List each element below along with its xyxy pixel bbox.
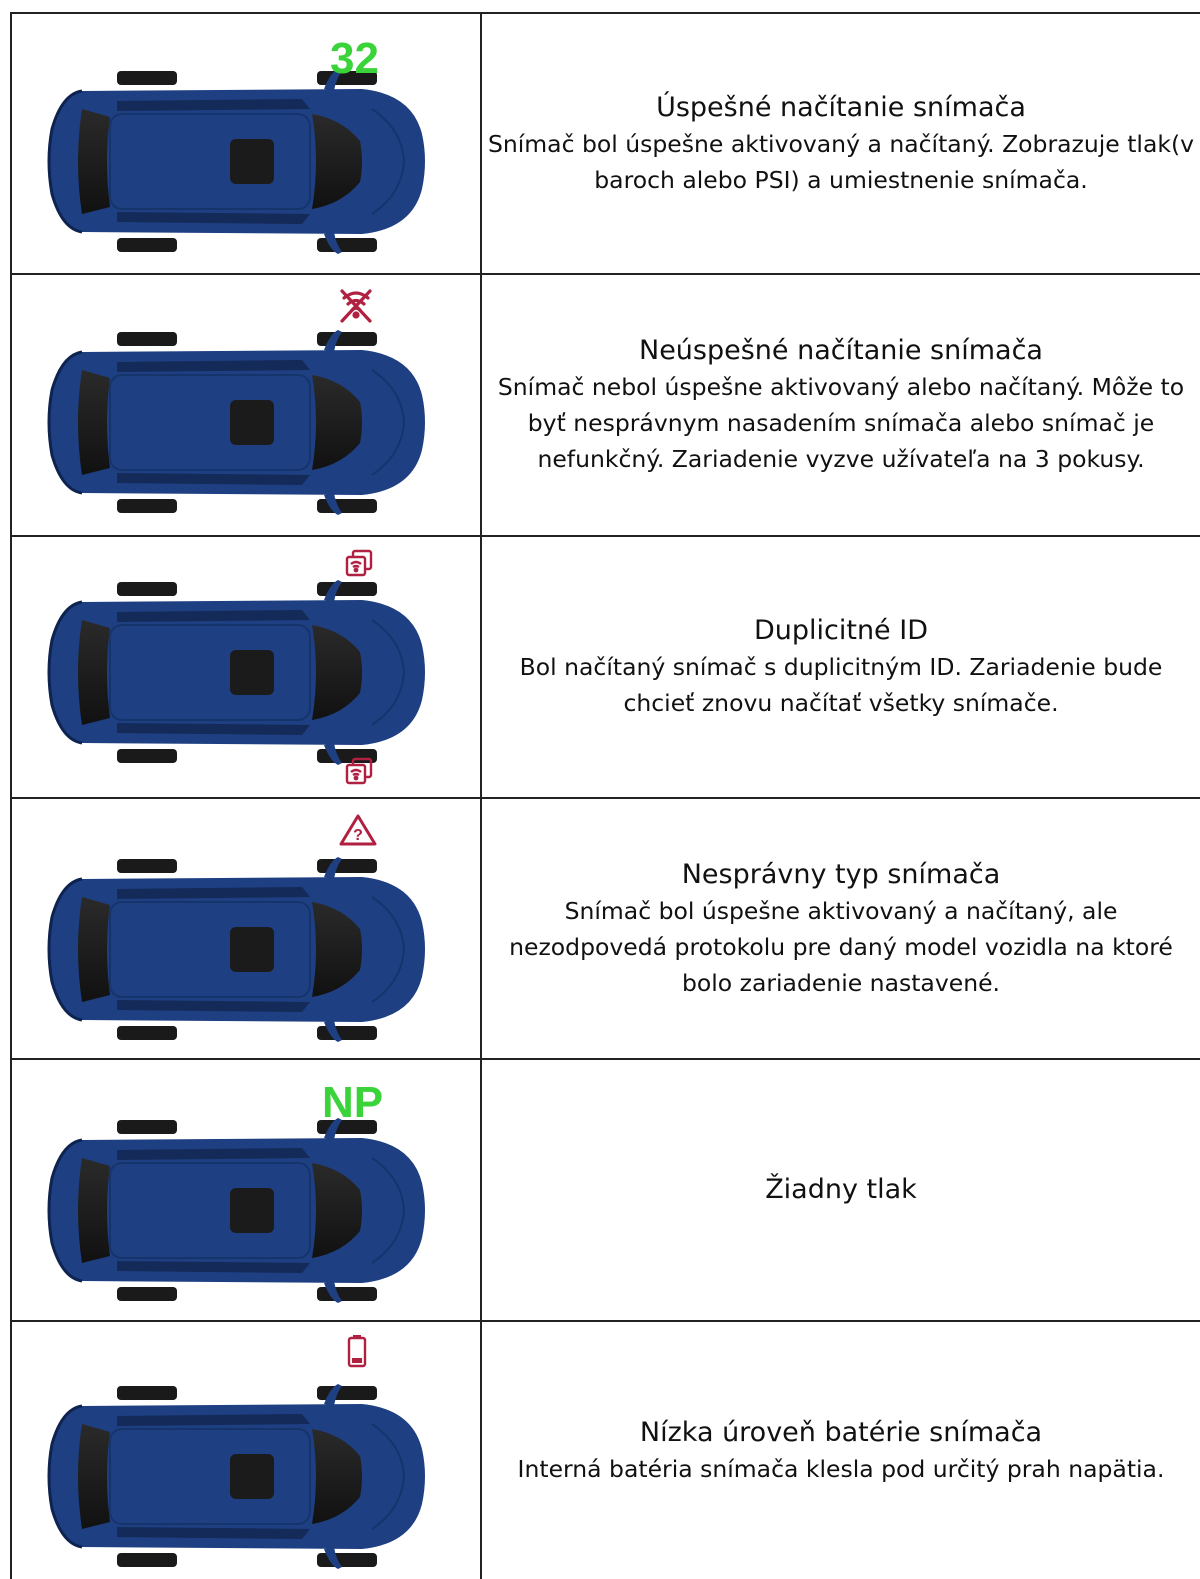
car-top-view-image [42, 1384, 427, 1569]
status-cell [482, 537, 1200, 797]
status-description: Snímač bol úspešne aktivovaný a načítaný. Zobrazuje tlak(v baroch alebo PSI) a umiestnenie snímača. [487, 129, 1195, 194]
warning-icon [338, 813, 378, 847]
low-battery-icon [347, 1334, 367, 1368]
duplicate-id-icon [345, 549, 373, 577]
status-description: Bol načítaný snímač s duplicitným ID. Zariadenie bude chcieť znovu načítať všetky snímače. [519, 653, 1163, 717]
status-title: Žiadny tlak [765, 1174, 917, 1205]
svg-text:?: ? [353, 827, 363, 844]
table-row [12, 1322, 1200, 1579]
status-description: Interná batéria snímača klesla pod určitý prah napätia. [517, 1454, 1165, 1483]
table-row [12, 14, 1200, 275]
car-cell [12, 1322, 482, 1579]
car-cell [12, 1060, 482, 1320]
status-table [10, 12, 1200, 1579]
status-cell [482, 1322, 1200, 1579]
status-title: Neúspešné načítanie snímača [639, 335, 1043, 366]
table-row [12, 537, 1200, 799]
status-cell [482, 14, 1200, 273]
car-cell [12, 799, 482, 1058]
pressure-value: 32 [330, 34, 379, 83]
duplicate-id-icon [345, 757, 373, 785]
car-cell [12, 275, 482, 535]
table-row [12, 275, 1200, 537]
car-top-view-image [42, 580, 427, 765]
car-top-view-image [42, 1118, 427, 1303]
status-title: Úspešné načítanie snímača [656, 91, 1026, 123]
no-pressure-label: NP [322, 1078, 384, 1127]
table-row [12, 1060, 1200, 1322]
no-signal-icon [338, 286, 374, 324]
car-cell [12, 537, 482, 797]
car-top-view-image [42, 330, 427, 515]
status-title: Nízka úroveň batérie snímača [639, 1416, 1043, 1448]
status-cell [482, 275, 1200, 535]
status-title: Duplicitné ID [753, 615, 929, 646]
status-description: Snímač nebol úspešne aktivovaný alebo načítaný. Môže to byť nesprávnym nasadením snímača alebo snímač je nefunkčný. Zariadenie vyzve užívateľa na 3 pokusy. [497, 373, 1185, 473]
status-description: Snímač bol úspešne aktivovaný a načítaný, ale nezodpovedá protokolu pre daný model vozidla na ktoré bolo zariadenie nastavené. [509, 896, 1173, 997]
status-title: Nesprávny typ snímača [681, 858, 1001, 890]
status-cell [482, 1060, 1200, 1320]
table-row [12, 799, 1200, 1060]
car-cell [12, 14, 482, 273]
status-cell [482, 799, 1200, 1058]
car-top-view-image [42, 69, 427, 254]
car-top-view-image [42, 857, 427, 1042]
